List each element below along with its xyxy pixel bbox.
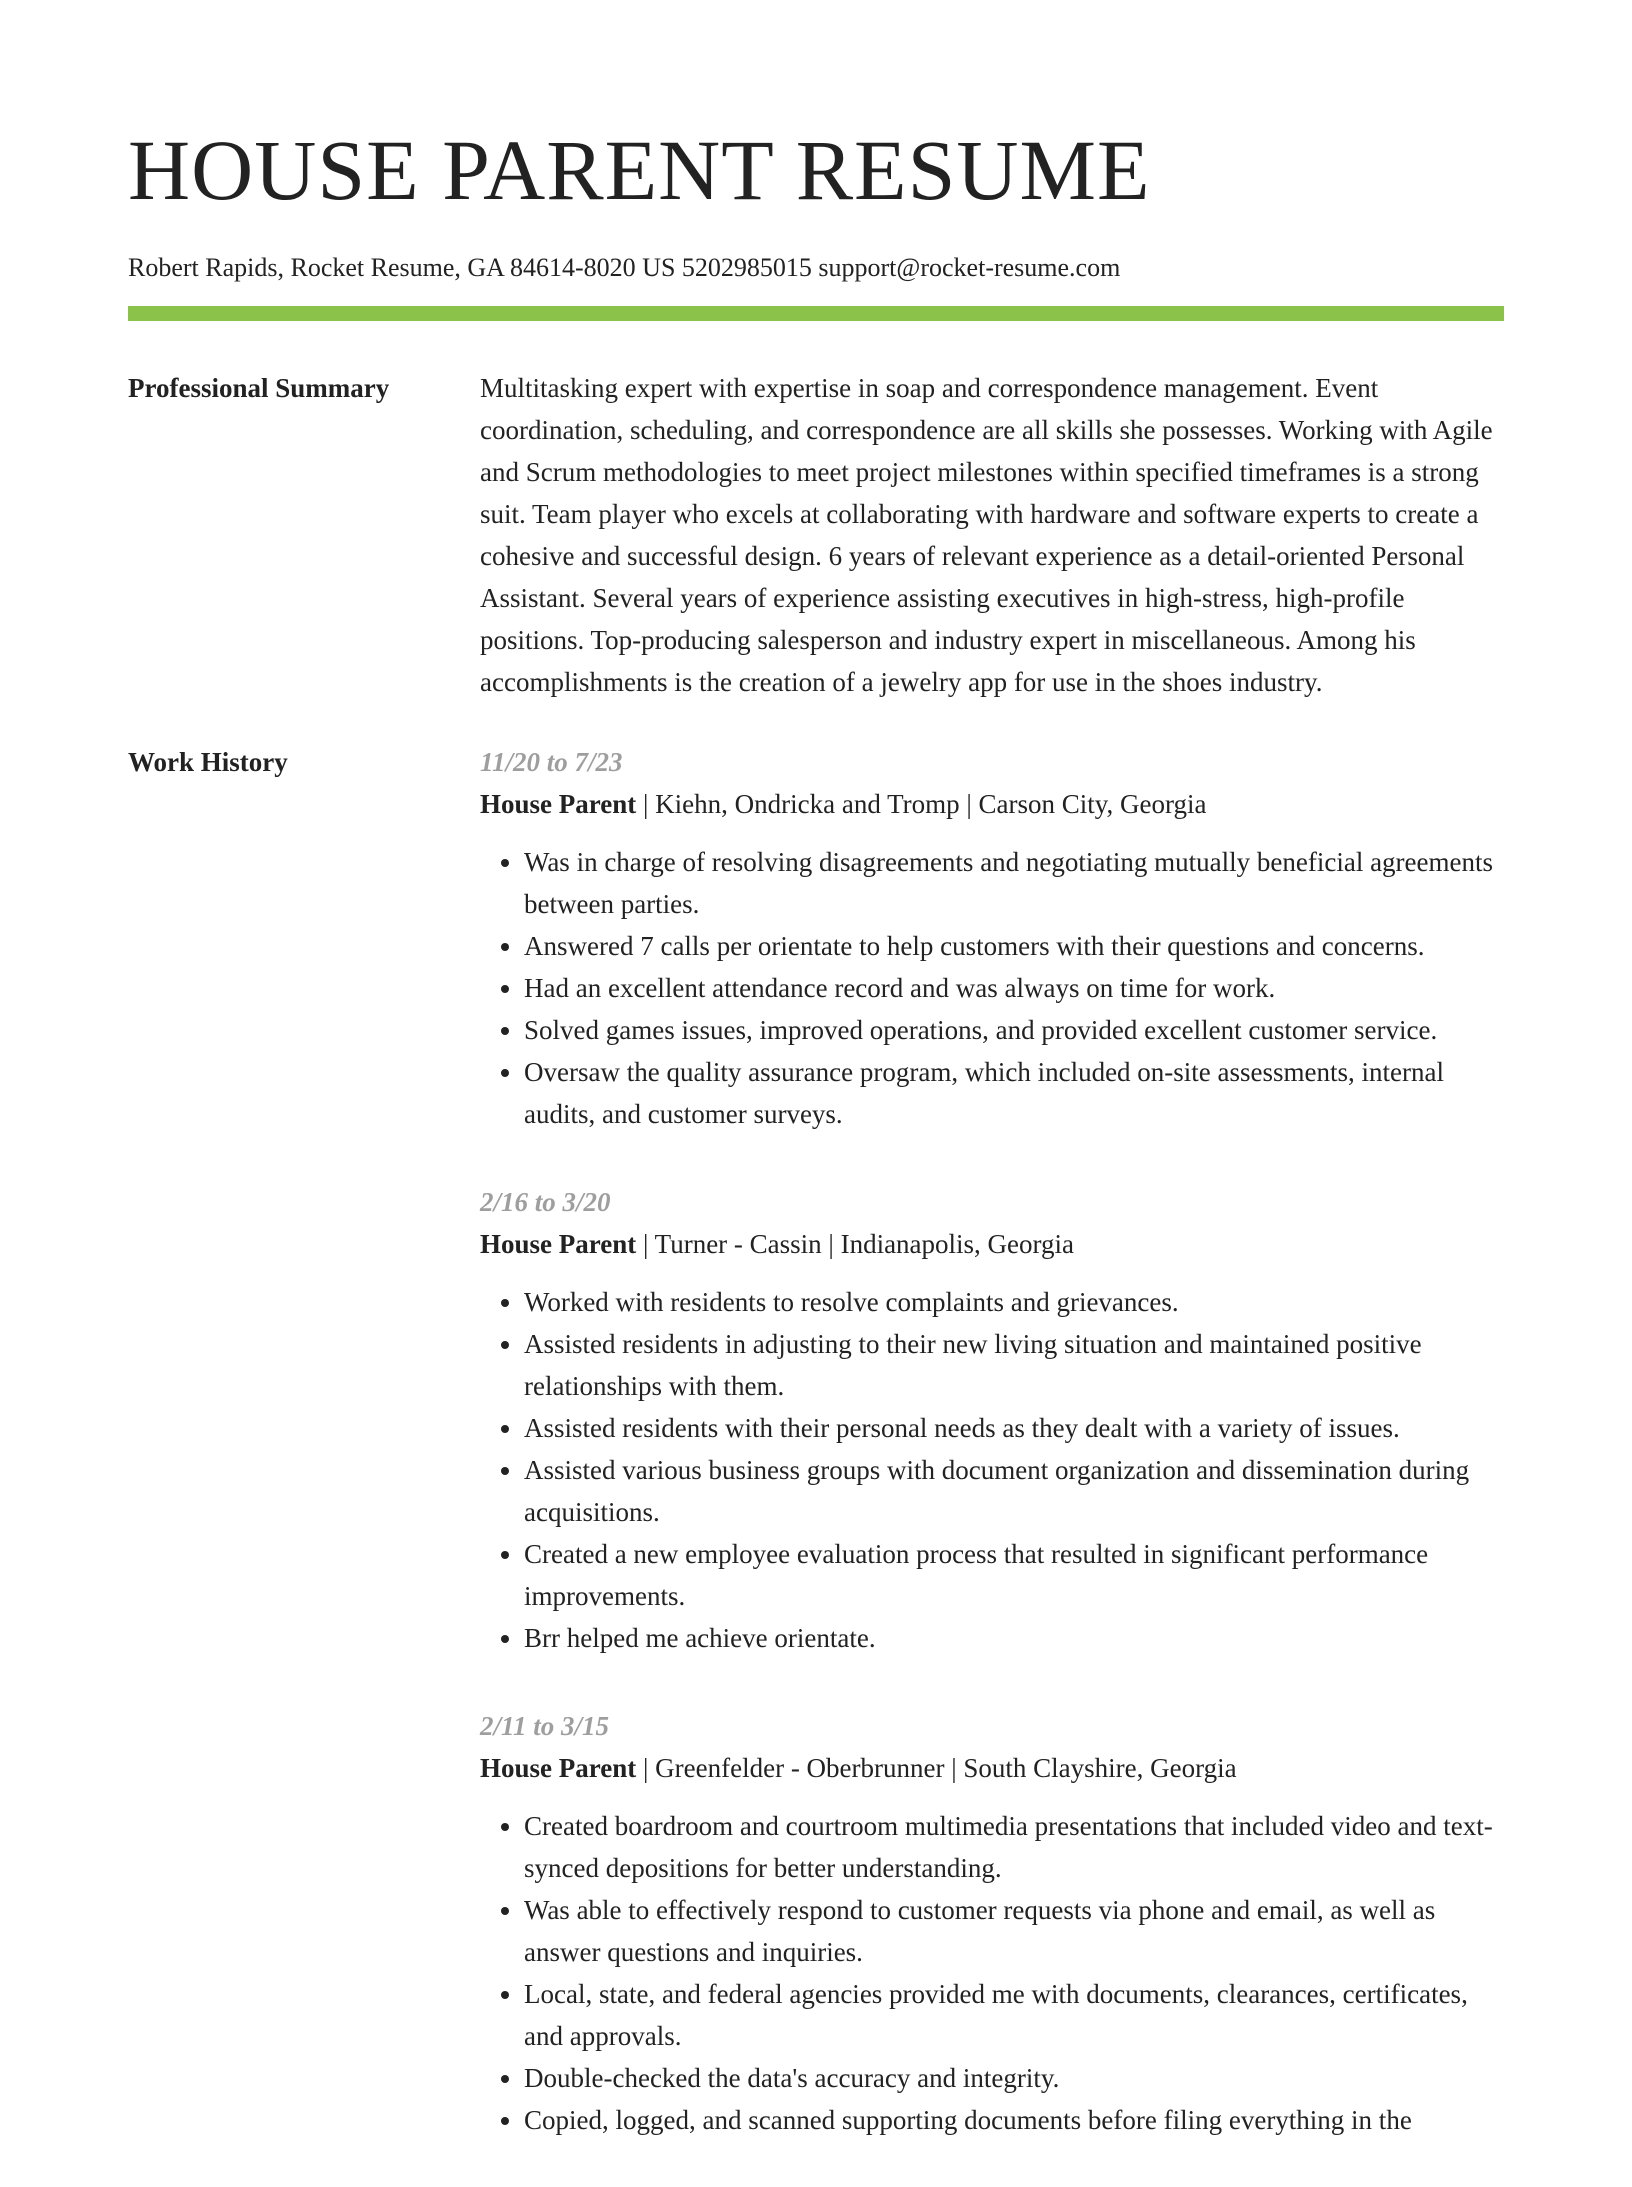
job-dates: 11/20 to 7/23 (480, 747, 623, 777)
contact-line: Robert Rapids, Rocket Resume, GA 84614-8020 US 5202985015 support@rocket-resume.com (128, 253, 1121, 282)
section-heading-work-history: Work History (128, 747, 288, 777)
job-entry (480, 1705, 1504, 2141)
job-dates: 2/11 to 3/15 (480, 1711, 610, 1741)
job-bullet: • Created boardroom and courtroom multimedia presentations that included video and text-synced depositions for better understanding. (524, 1805, 1504, 1889)
job-bullet: • Oversaw the quality assurance program, which included on-site assessments, internal audits, and customer surveys. (524, 1051, 1504, 1135)
job-heading (480, 1223, 1504, 1265)
job-details: | Kiehn, Ondricka and Tromp | Carson City, Georgia (636, 789, 1207, 819)
job-title: House Parent (480, 1753, 637, 1783)
job-bullet: • Solved games issues, improved operations, and provided excellent customer service. (524, 1009, 1504, 1051)
summary-text: Multitasking expert with expertise in soap and correspondence management. Event coordination, scheduling, and correspondence are all skills she possesses. Working with Agile and Scrum methodologies to meet project milestones within specified timeframes is a strong suit. Team player who excels at collaborating with hardware and software experts to create a cohesive and successful design. 6 years of relevant experience as a detail-oriented Personal Assistant. Several years of experience assisting executives in high-stress, high-profile positions. Top-producing salesperson and industry expert in miscellaneous. Among his accomplishments is the creation of a jewelry app for use in the shoes industry. (480, 373, 1493, 697)
job-bullet: • Assisted various business groups with document organization and dissemination during acquisitions. (524, 1449, 1504, 1533)
resume-title: HOUSE PARENT RESUME (128, 122, 1151, 218)
section-heading-summary: Professional Summary (128, 373, 390, 403)
job-details: | Turner - Cassin | Indianapolis, Georgia (636, 1229, 1075, 1259)
work-history-section (128, 741, 1504, 2187)
job-bullet: • Was in charge of resolving disagreements and negotiating mutually beneficial agreements between parties. (524, 841, 1504, 925)
job-bullet: • Assisted residents with their personal needs as they dealt with a variety of issues. (524, 1407, 1504, 1449)
header-divider (128, 306, 1504, 321)
job-title: House Parent (480, 1229, 637, 1259)
job-bullets (480, 841, 1504, 1135)
job-entry (480, 741, 1504, 1135)
professional-summary-section (128, 367, 1504, 703)
job-bullet: • Had an excellent attendance record and was always on time for work. (524, 967, 1504, 1009)
job-heading (480, 783, 1504, 825)
job-bullet: • Assisted residents in adjusting to their new living situation and maintained positive relationships with them. (524, 1323, 1504, 1407)
job-entry (480, 1181, 1504, 1659)
job-bullet: • Double-checked the data's accuracy and integrity. (524, 2057, 1504, 2099)
job-dates: 2/16 to 3/20 (480, 1187, 611, 1217)
job-bullets (480, 1805, 1504, 2141)
job-bullet: • Local, state, and federal agencies provided me with documents, clearances, certificates, and approvals. (524, 1973, 1504, 2057)
job-bullet: • Answered 7 calls per orientate to help customers with their questions and concerns. (524, 925, 1504, 967)
job-bullet: • Was able to effectively respond to customer requests via phone and email, as well as answer questions and inquiries. (524, 1889, 1504, 1973)
job-bullets (480, 1281, 1504, 1659)
work-history-body (480, 741, 1504, 2187)
job-bullet: • Copied, logged, and scanned supporting documents before filing everything in the (524, 2099, 1504, 2141)
job-bullet: • Worked with residents to resolve complaints and grievances. (524, 1281, 1504, 1323)
resume-page (128, 0, 1504, 2187)
job-heading (480, 1747, 1504, 1789)
job-details: | Greenfelder - Oberbrunner | South Clayshire, Georgia (636, 1753, 1237, 1783)
job-bullet: • Brr helped me achieve orientate. (524, 1617, 1504, 1659)
job-bullet: • Created a new employee evaluation process that resulted in significant performance improvements. (524, 1533, 1504, 1617)
summary-body (480, 367, 1504, 703)
job-title: House Parent (480, 789, 637, 819)
